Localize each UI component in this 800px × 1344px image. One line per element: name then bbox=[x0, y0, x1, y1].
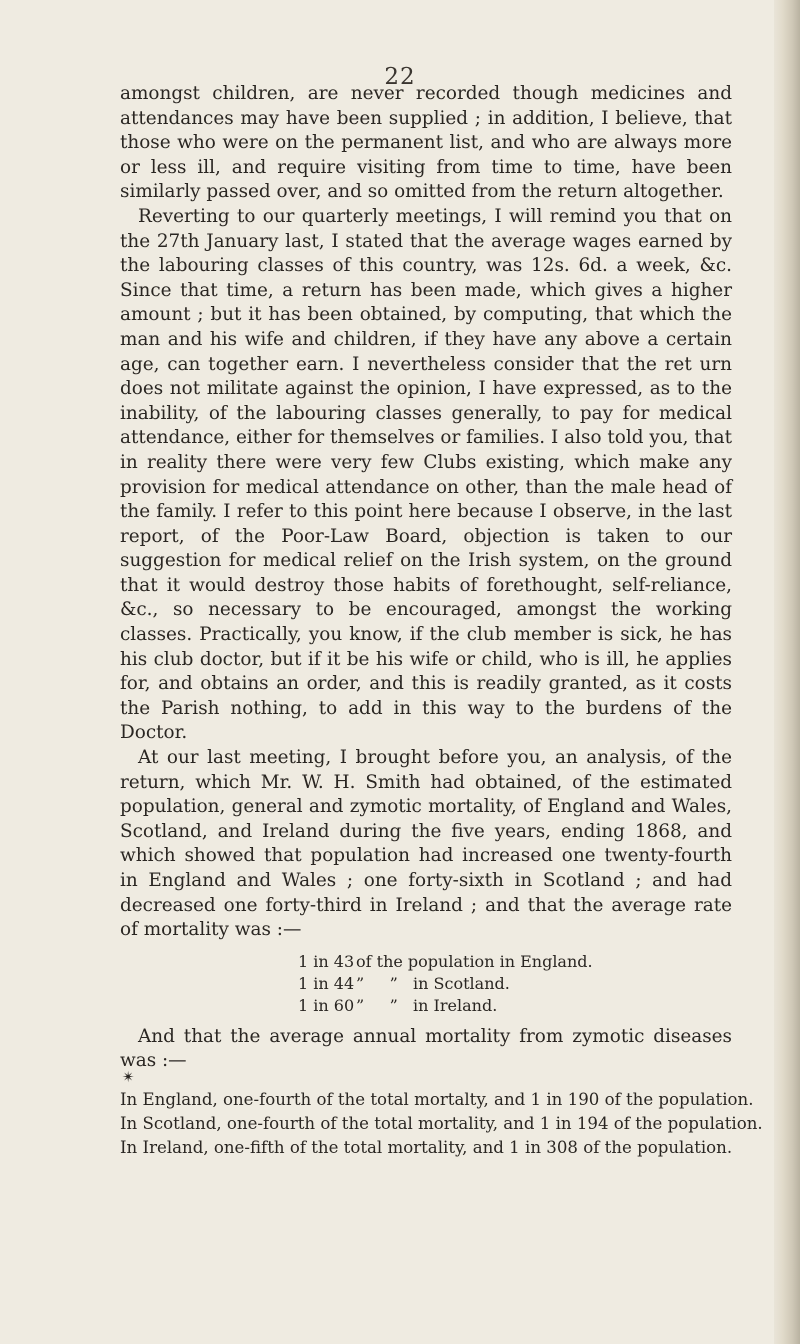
rate-row-england bbox=[120, 951, 732, 973]
rate-ratio: 1 in 60 bbox=[298, 995, 355, 1015]
rate-row-ireland bbox=[120, 995, 732, 1017]
paragraph-continuation: amongst children, are never recorded though medicines and attendances may have been supplied ; in addition, I believe, that those who were on the permanent list, and who are always more or less ill, and require visiting from time to time, have been similarly passed over, and so omitted from the return altogether. bbox=[120, 83, 732, 203]
body-text bbox=[120, 82, 763, 1160]
rate-place: of the population in England. bbox=[356, 951, 593, 971]
rate-ratio: 1 in 43 bbox=[298, 951, 355, 971]
zymotic-rate-scotland: In Scotland, one-fourth of the total mortality, and 1 in 194 of the population. bbox=[120, 1113, 763, 1133]
page-edge-shadow bbox=[774, 0, 800, 1344]
paragraph-quarterly-meetings: Reverting to our quarterly meetings, I will remind you that on the 27th January last, I stated that the average wages earned by the labouring classes of this country, was 12s. 6d. a week, &c. Since that time, a return has been made, which gives a higher amount ; but it has been obtained, by computing, that which the man and his wife and children, if they have any above a certain age, can together earn. I nevertheless consider that the ret urn does not militate against the opinion, I have expressed, as to the inability, of the labouring classes generally, to pay for medical attendance, either for themselves or families. I also told you, that in reality there were very few Clubs existing, which make any provision for medical attendance on other, than the male head of the family. I refer to this point here because I observe, in the last report, of the Poor-Law Board, objection is taken to our suggestion for medical relief on the Irish system, on the ground that it would destroy those habits of forethought, self-reliance, &c., so necessary to be encouraged, amongst the working classes. Practically, you know, if the club member is sick, he has his club doctor, but if it be his wife or child, who is ill, he applies for, and obtains an order, and this is readily granted, as it costs the Parish nothing, to add in this way to the burdens of the Doctor. bbox=[120, 205, 732, 744]
rate-place: ” ” in Scotland. bbox=[356, 973, 510, 993]
zymotic-rates-list bbox=[120, 1088, 763, 1160]
pencil-mark-icon: ✴ bbox=[122, 1067, 135, 1086]
paragraph-analysis: At our last meeting, I brought before you, an analysis, of the return, which Mr. W. H. Smith had obtained, of the estimated population, general and zymotic mortality, of England and Wales, Scotland, and Ireland during the five years, ending 1868, and which showed that population had increased one twenty-fourth in England and Wales ; one forty-sixth in Scotland ; and had decreased one forty-third in Ireland ; and that the average rate of mortality was :— bbox=[120, 747, 732, 941]
rate-ratio: 1 in 44 bbox=[298, 973, 355, 993]
page-number: 22 bbox=[384, 64, 416, 90]
rate-place: ” ” in Ireland. bbox=[356, 995, 498, 1015]
zymotic-rate-england: In England, one-fourth of the total mortalty, and 1 in 190 of the population. bbox=[120, 1089, 754, 1109]
paragraph-zymotic-intro: And that the average annual mortality from zymotic diseases was :— bbox=[120, 1025, 732, 1072]
zymotic-rate-ireland: In Ireland, one-fifth of the total mortality, and 1 in 308 of the population. bbox=[120, 1137, 733, 1157]
mortality-rates-list bbox=[120, 951, 732, 1017]
rate-row-scotland bbox=[120, 973, 732, 995]
